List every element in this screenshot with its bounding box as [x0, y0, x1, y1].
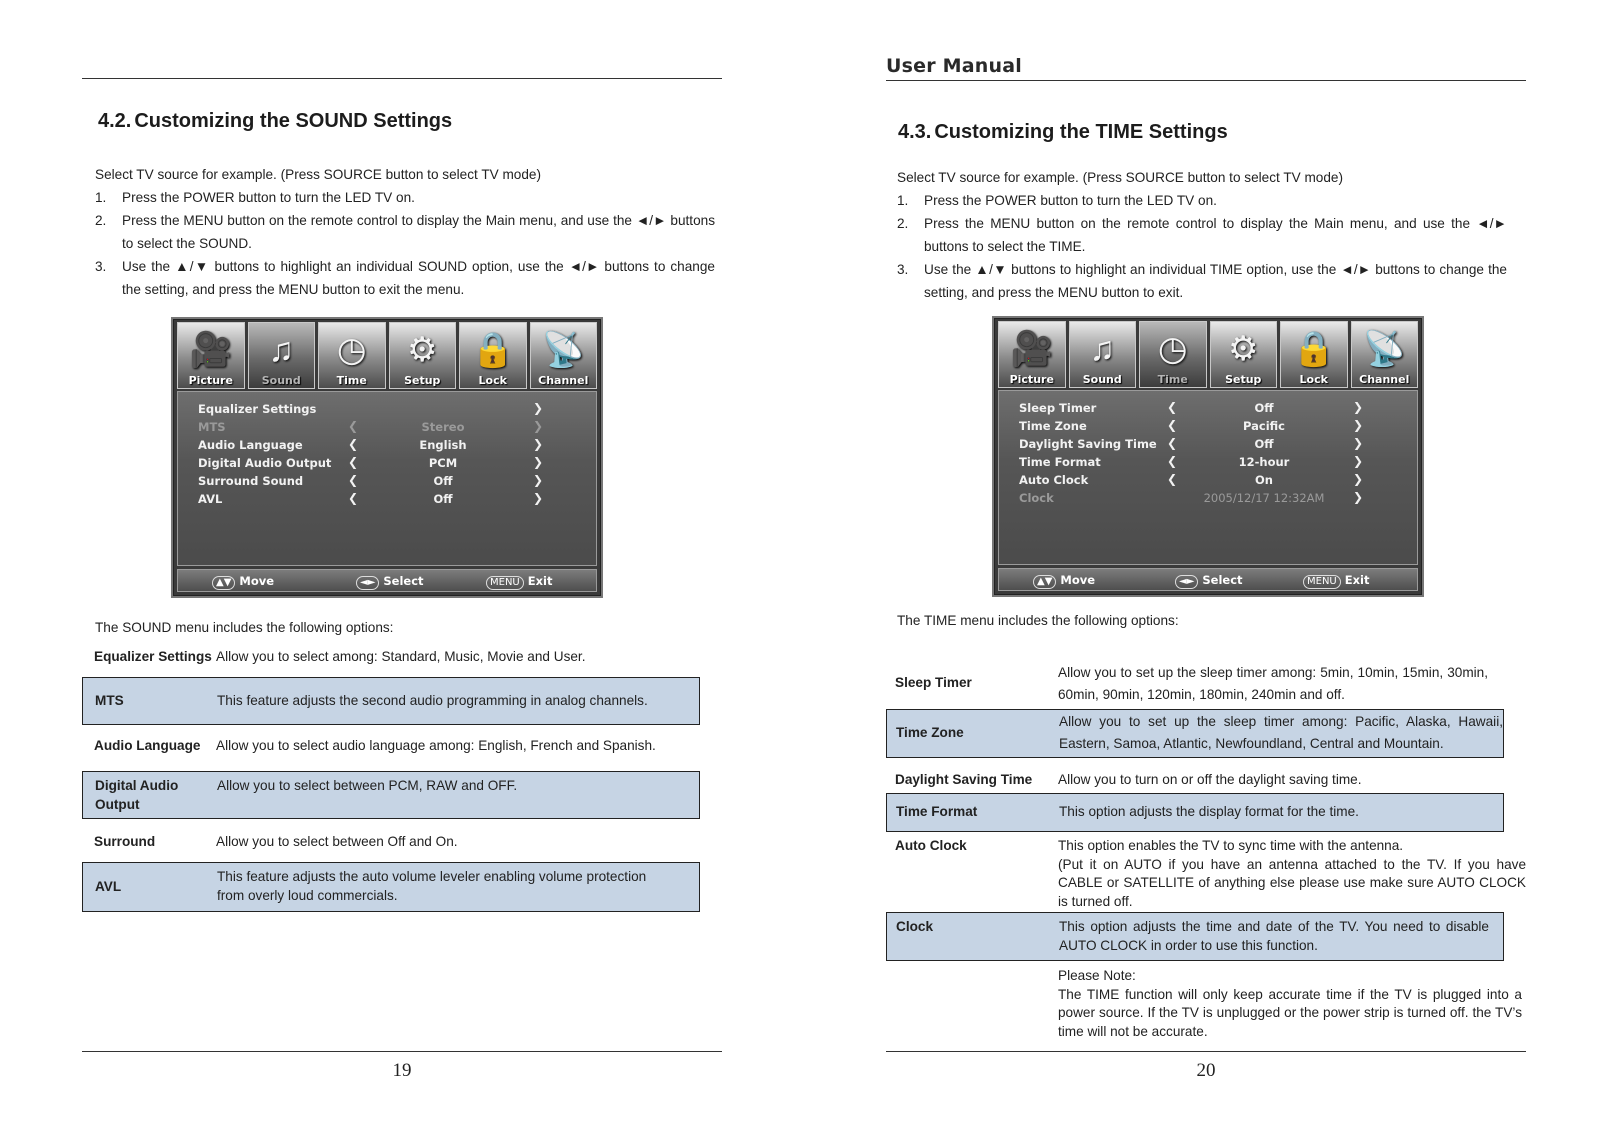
osd-tab-label: Lock — [1299, 373, 1328, 386]
osd-tab-sound — [248, 322, 316, 389]
osd-row — [178, 418, 596, 436]
header-rule — [886, 80, 1526, 81]
left-arrow-icon: ❮ — [348, 473, 359, 487]
exit-hint — [1303, 573, 1369, 589]
page-number: 20 — [1196, 1060, 1216, 1081]
osd-row-label: Audio Language — [198, 438, 303, 452]
osd-row-value: Stereo — [421, 420, 465, 434]
option-desc-line: This option enables the TV to sync time with the antenna. — [1058, 838, 1404, 853]
osd-tab-label: Time — [1157, 373, 1188, 386]
osd-tab-channel — [1351, 321, 1419, 388]
left-arrow-icon: ❮ — [1167, 454, 1178, 468]
up-down-icon: ▲▼ — [212, 576, 235, 590]
option-row — [886, 662, 1504, 706]
osd-row — [999, 453, 1417, 471]
osd-row-label: Sleep Timer — [1019, 401, 1097, 415]
page-number: 19 — [392, 1060, 412, 1081]
option-desc-line: Allow you to set up the sleep timer among: 5min, 10min, 15min, 30min, 60min, 90min, 120min, 180min, 240min and off. — [1058, 665, 1488, 702]
step-item — [95, 209, 715, 255]
option-desc: Allow you to select audio language among: English, French and Spanish. — [216, 738, 656, 753]
option-name: Daylight Saving Time — [895, 772, 1033, 787]
up-down-icon: ▲▼ — [1033, 575, 1056, 589]
osd-tab-lock — [459, 322, 527, 389]
option-name: Time Format — [896, 804, 978, 819]
option-name: Digital Audio Output — [95, 778, 179, 812]
menu-button-icon: MENU — [1303, 575, 1341, 589]
osd-row — [178, 454, 596, 472]
right-page — [886, 0, 1526, 1132]
left-arrow-icon: ❮ — [1167, 472, 1178, 486]
osd-row — [999, 471, 1417, 489]
footer-rule — [82, 1051, 722, 1052]
option-desc-line: Allow you to turn on or off the daylight saving time. — [1058, 772, 1362, 787]
option-desc-line: (Put it on AUTO if you have an antenna attached to the TV. If you have CABLE or SATELLITE of anything else please use make sure AUTO CLOCK is turned off. — [1058, 856, 1526, 909]
option-name: AVL — [95, 879, 122, 894]
step-item — [897, 212, 1507, 258]
option-row — [82, 735, 700, 759]
option-desc-line: The TIME function will only keep accurate time if the TV is plugged into a power source. If the TV is unplugged or the power strip is turned off. the TV’s time will not be accurate. — [1058, 986, 1522, 1039]
osd-tab-label: Setup — [1225, 373, 1262, 386]
right-arrow-icon: ❯ — [1353, 454, 1364, 468]
osd-row — [999, 417, 1417, 435]
osd-row-value: 12-hour — [1238, 455, 1290, 469]
padlock-icon: 🔒 — [1292, 330, 1335, 368]
right-arrow-icon: ❯ — [533, 473, 544, 487]
osd-row-value: 2005/12/17 12:32AM — [1203, 491, 1325, 505]
clock-icon: ◷ — [336, 331, 367, 369]
option-row — [82, 646, 700, 670]
section-title — [898, 121, 1228, 144]
option-name: Surround — [94, 834, 156, 849]
option-desc-line: Please Note: — [1058, 968, 1136, 983]
right-arrow-icon: ❯ — [1353, 400, 1364, 414]
option-desc: Allow you to select between Off and On. — [216, 834, 458, 849]
osd-menu-panel — [998, 390, 1418, 565]
osd-tab-bar — [998, 321, 1418, 388]
option-name: MTS — [95, 693, 124, 708]
gear-icon: ⚙ — [407, 331, 438, 369]
osd-tab-time — [318, 322, 386, 389]
osd-row — [178, 400, 596, 418]
step-text: Press the MENU button on the remote control to display the Main menu, and use the ◄/► buttons to select the TIME. — [924, 216, 1507, 254]
option-desc-line: This option adjusts the time and date of the TV. You need to disable AUTO CLOCK in order to use this function. — [1059, 919, 1489, 953]
osd-row — [999, 399, 1417, 417]
option-name: Auto Clock — [895, 838, 967, 853]
left-page — [82, 0, 722, 1132]
osd-row-label: Time Format — [1019, 455, 1101, 469]
option-desc — [1058, 967, 1522, 1041]
option-desc: This feature adjusts the auto volume leveler enabling volume protection from overly loud commercials. — [217, 869, 647, 903]
osd-footer — [177, 569, 597, 592]
osd-row — [178, 490, 596, 508]
exit-label: Exit — [1344, 573, 1370, 587]
move-hint — [1033, 573, 1095, 589]
step-text: Press the MENU button on the remote control to display the Main menu, and use the ◄/► buttons to select the SOUND. — [122, 213, 715, 251]
osd-tab-lock — [1280, 321, 1348, 388]
option-desc — [1059, 711, 1503, 755]
step-text: Press the POWER button to turn the LED TV on. — [924, 193, 1217, 208]
sound-osd-screenshot — [171, 317, 603, 598]
satellite-dish-icon: 📡 — [542, 331, 585, 369]
right-arrow-icon: ❯ — [533, 419, 544, 433]
osd-row — [999, 489, 1417, 507]
footer-rule — [886, 1051, 1526, 1052]
option-desc: This feature adjusts the second audio programming in analog channels. — [217, 693, 648, 708]
left-arrow-icon: ❮ — [348, 437, 359, 451]
osd-tab-picture — [998, 321, 1066, 388]
osd-row-label: MTS — [198, 420, 226, 434]
gear-icon: ⚙ — [1228, 330, 1259, 368]
menu-intro: The SOUND menu includes the following options: — [95, 620, 394, 635]
option-row — [82, 677, 700, 725]
step-number: 3. — [897, 262, 909, 277]
camcorder-icon: 🎥 — [1010, 330, 1053, 368]
time-osd-screenshot — [992, 316, 1424, 597]
move-hint — [212, 574, 274, 590]
step-text: Press the POWER button to turn the LED TV on. — [122, 190, 415, 205]
right-arrow-icon: ❯ — [533, 455, 544, 469]
osd-tab-label: Sound — [261, 374, 301, 387]
option-row — [886, 912, 1504, 961]
step-number: 1. — [897, 193, 909, 208]
osd-tab-label: Channel — [1359, 373, 1410, 386]
osd-tab-picture — [177, 322, 245, 389]
header-rule — [82, 78, 722, 79]
padlock-icon: 🔒 — [471, 331, 514, 369]
step-number: 3. — [95, 259, 107, 274]
osd-row-value: Off — [1254, 401, 1274, 415]
osd-row-value: English — [419, 438, 467, 452]
option-desc-line: This option adjusts the display format for the time. — [1059, 804, 1359, 819]
osd-tab-label: Channel — [538, 374, 589, 387]
select-hint — [356, 574, 424, 590]
camcorder-icon: 🎥 — [189, 331, 232, 369]
move-label: Move — [1060, 573, 1096, 587]
option-row — [886, 835, 1526, 911]
instruction-steps — [897, 166, 1507, 304]
section-title-text: Customizing the TIME Settings — [934, 121, 1228, 143]
move-label: Move — [239, 574, 275, 588]
right-arrow-icon: ❯ — [533, 401, 544, 415]
right-arrow-icon: ❯ — [1353, 418, 1364, 432]
osd-tab-bar — [177, 322, 597, 389]
osd-row-label: Digital Audio Output — [198, 456, 332, 470]
right-arrow-icon: ❯ — [1353, 490, 1364, 504]
option-desc — [1059, 803, 1503, 822]
osd-row — [999, 435, 1417, 453]
osd-tab-label: Picture — [1009, 373, 1054, 386]
step-text: Use the ▲/▼ buttons to highlight an individual SOUND option, use the ◄/► buttons to change the setting, and press the MENU button to exit the menu. — [122, 259, 715, 297]
osd-tab-label: Setup — [404, 374, 441, 387]
menu-intro: The TIME menu includes the following options: — [897, 613, 1179, 628]
option-name: Equalizer Settings — [94, 649, 212, 664]
osd-row-value: Pacific — [1243, 419, 1285, 433]
option-desc-line: Allow you to set up the sleep timer among: Pacific, Alaska, Hawaii, Eastern, Samoa, Atlantic, Newfoundland, Central and Mountain. — [1059, 714, 1503, 751]
section-title-text: Customizing the SOUND Settings — [134, 110, 453, 132]
osd-row-label: Auto Clock — [1019, 473, 1089, 487]
osd-row — [178, 472, 596, 490]
step-number: 1. — [95, 190, 107, 205]
osd-tab-setup — [389, 322, 457, 389]
step-number: 2. — [897, 216, 909, 231]
left-right-icon: ◄► — [356, 576, 379, 590]
osd-tab-sound — [1069, 321, 1137, 388]
option-row — [886, 769, 1504, 793]
osd-footer — [998, 568, 1418, 591]
section-number: 4.3. — [898, 121, 932, 143]
exit-label: Exit — [527, 574, 553, 588]
osd-tab-label: Time — [336, 374, 367, 387]
option-row — [886, 967, 1526, 1047]
manual-header: User Manual — [886, 55, 1022, 77]
select-label: Select — [1202, 573, 1243, 587]
option-row — [886, 793, 1504, 832]
osd-row-label: Surround Sound — [198, 474, 304, 488]
section-number: 4.2. — [98, 110, 132, 132]
left-arrow-icon: ❮ — [348, 419, 359, 433]
osd-row-value: Off — [433, 492, 453, 506]
menu-button-icon: MENU — [486, 576, 524, 590]
step-item — [897, 189, 1507, 212]
speaker-note-icon: ♫ — [1089, 330, 1115, 368]
left-right-icon: ◄► — [1175, 575, 1198, 589]
left-arrow-icon: ❮ — [1167, 418, 1178, 432]
option-name: Clock — [896, 919, 934, 934]
osd-tab-label: Sound — [1082, 373, 1122, 386]
osd-tab-label: Picture — [188, 374, 233, 387]
osd-tab-channel — [530, 322, 598, 389]
left-arrow-icon: ❮ — [1167, 400, 1178, 414]
option-row — [82, 771, 700, 819]
step-item — [95, 255, 715, 301]
intro-text: Select TV source for example. (Press SOURCE button to select TV mode) — [897, 170, 1344, 185]
osd-tab-label: Lock — [478, 374, 507, 387]
osd-row-value: Off — [1254, 437, 1274, 451]
step-text: Use the ▲/▼ buttons to highlight an individual TIME option, use the ◄/► buttons to change the setting, and press the MENU button to exit. — [924, 262, 1507, 300]
exit-hint — [486, 574, 552, 590]
option-row — [82, 862, 700, 912]
right-arrow-icon: ❯ — [533, 437, 544, 451]
section-title — [98, 110, 452, 133]
select-hint — [1175, 573, 1243, 589]
option-name: Audio Language — [94, 738, 201, 753]
option-desc: Allow you to select between PCM, RAW and OFF. — [217, 778, 518, 793]
osd-row — [178, 436, 596, 454]
option-desc — [1058, 662, 1488, 706]
osd-row-value: On — [1255, 473, 1273, 487]
left-arrow-icon: ❮ — [348, 491, 359, 505]
step-number: 2. — [95, 213, 107, 228]
osd-row-label: Clock — [1019, 491, 1054, 505]
osd-row-label: Daylight Saving Time — [1019, 437, 1157, 451]
osd-row-label: Equalizer Settings — [198, 402, 317, 416]
osd-row-value: PCM — [428, 456, 458, 470]
option-desc — [1059, 918, 1489, 955]
option-name: Time Zone — [896, 725, 964, 740]
osd-row-label: Time Zone — [1019, 419, 1087, 433]
option-name: Sleep Timer — [895, 675, 972, 690]
osd-tab-time — [1139, 321, 1207, 388]
option-row — [886, 709, 1504, 758]
option-desc — [1058, 771, 1504, 790]
option-desc — [1058, 837, 1526, 911]
clock-icon: ◷ — [1157, 330, 1188, 368]
right-arrow-icon: ❯ — [533, 491, 544, 505]
left-arrow-icon: ❮ — [1167, 436, 1178, 450]
speaker-note-icon: ♫ — [268, 331, 294, 369]
osd-row-value: Off — [433, 474, 453, 488]
intro-text: Select TV source for example. (Press SOURCE button to select TV mode) — [95, 167, 542, 182]
osd-tab-setup — [1210, 321, 1278, 388]
option-row — [82, 831, 700, 855]
satellite-dish-icon: 📡 — [1363, 330, 1406, 368]
instruction-steps — [95, 163, 715, 301]
select-label: Select — [383, 574, 424, 588]
osd-menu-panel — [177, 391, 597, 566]
osd-row-label: AVL — [198, 492, 223, 506]
step-item — [897, 258, 1507, 304]
right-arrow-icon: ❯ — [1353, 472, 1364, 486]
right-arrow-icon: ❯ — [1353, 436, 1364, 450]
left-arrow-icon: ❮ — [348, 455, 359, 469]
step-item — [95, 186, 715, 209]
option-desc: Allow you to select among: Standard, Music, Movie and User. — [216, 649, 586, 664]
